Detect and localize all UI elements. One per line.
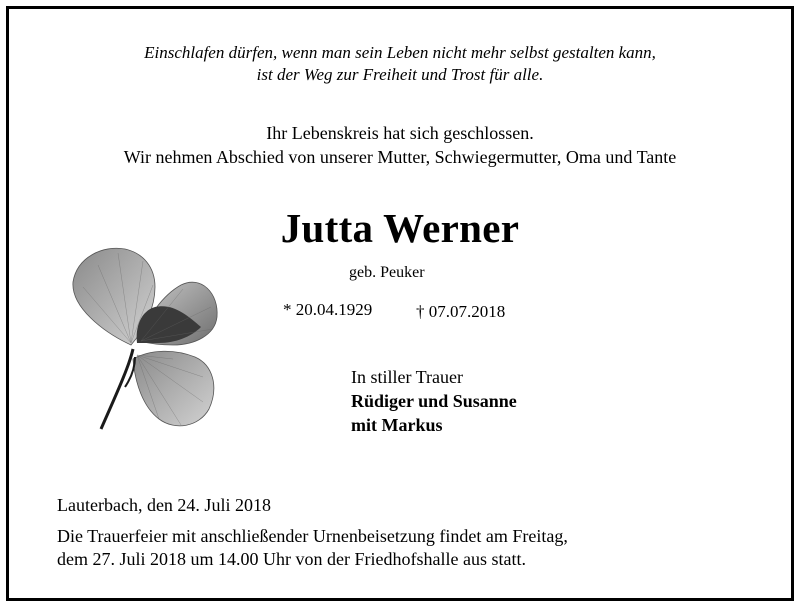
maiden-name: geb. Peuker <box>349 264 425 281</box>
place-date: Lauterbach, den 24. Juli 2018 <box>57 495 271 515</box>
obituary-notice <box>6 6 794 601</box>
birth-date: * 20.04.1929 <box>283 300 373 319</box>
death-date: † 07.07.2018 <box>416 302 506 321</box>
motto-line-2: ist der Weg zur Freiheit und Trost für alle. <box>256 65 544 84</box>
mourners-intro: In stiller Trauer <box>351 367 463 387</box>
funeral-line-2: dem 27. Juli 2018 um 14.00 Uhr von der Friedhofshalle aus statt. <box>57 549 526 569</box>
intro-line-2: Wir nehmen Abschied von unserer Mutter, Schwiegermutter, Oma und Tante <box>123 147 677 167</box>
deceased-name: Jutta Werner <box>280 205 520 251</box>
funeral-line-1: Die Trauerfeier mit anschließender Urnenbeisetzung findet am Freitag, <box>57 526 568 546</box>
mourners-block <box>351 365 517 437</box>
intro-line-1: Ihr Lebenskreis hat sich geschlossen. <box>266 123 534 143</box>
mourners-line-2: mit Markus <box>351 415 443 435</box>
motto-line-1: Einschlafen dürfen, wenn man sein Leben nicht mehr selbst gestalten kann, <box>144 43 656 62</box>
ginkgo-leaf-icon <box>63 237 223 437</box>
mourners-line-1: Rüdiger und Susanne <box>351 391 517 411</box>
funeral-info <box>57 525 568 571</box>
